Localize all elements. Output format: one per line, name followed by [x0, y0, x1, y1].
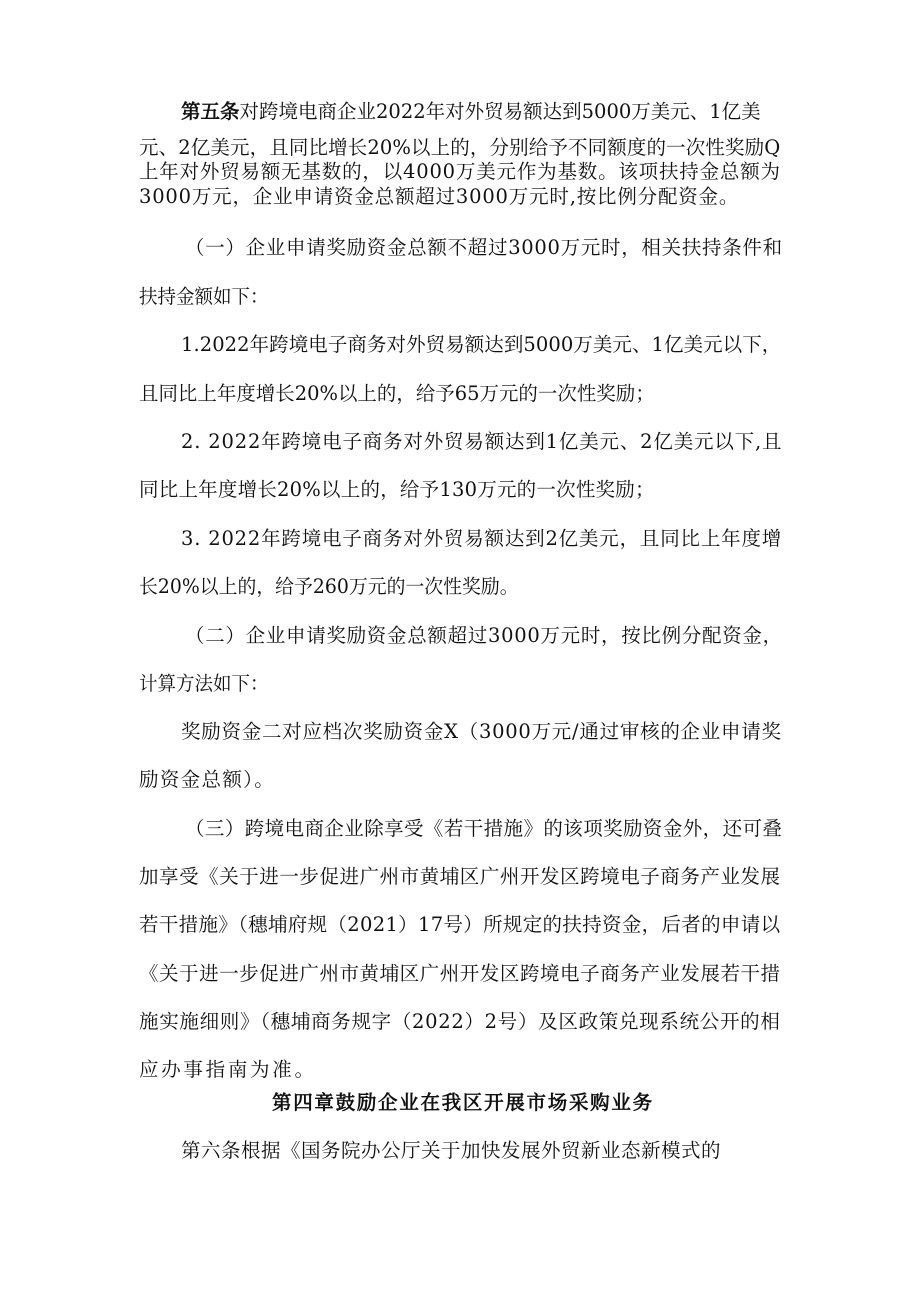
item1-line1: 1.2022年跨境电子商务对外贸易额达到5000万美元、1亿美元以下，: [181, 333, 782, 356]
article5-line3: 上年对外贸易额无基数的，以4000万美元作为基数。该项扶持金总额为: [139, 160, 781, 183]
formula-line1: 奖励资金二对应档次奖励资金X（3000万元/通过审核的企业申请奖: [181, 720, 782, 743]
item3-line1: 3. 2022年跨境电子商务对外贸易额达到2亿美元，且同比上年度增: [181, 527, 783, 550]
formula-line2: 励资金总额）。: [139, 768, 276, 791]
article5-line1: 第五条对跨境电商企业2022年对外贸易额达到5000万美元、1亿美: [181, 100, 761, 123]
part3-line3: 若干措施》（穗埔府规（2021）17号）所规定的扶持资金，后者的申请以: [139, 913, 781, 936]
part2-line2: 计算方法如下：: [139, 672, 269, 695]
article6-line1: 第六条根据《国务院办公厅关于加快发展外贸新业态新模式的: [181, 1139, 722, 1162]
part3-line2: 加享受《关于进一步促进广州市黄埔区广州开发区跨境电子商务产业发展: [139, 865, 781, 888]
item2-line2: 同比上年度增长20%以上的，给予130万元的一次性奖励；: [139, 478, 655, 501]
part2-line1: （二）企业申请奖励资金总额超过3000万元时，按比例分配资金，: [185, 624, 783, 647]
part3-line6: 应办事指南为准。: [139, 1058, 317, 1081]
item2-line1: 2. 2022年跨境电子商务对外贸易额达到1亿美元、2亿美元以下,且: [181, 430, 783, 453]
article5-title: 第五条: [181, 100, 240, 123]
article5-line4: 3000万元，企业申请资金总额超过3000万元时,按比例分配资金。: [139, 185, 740, 208]
part1-line2: 扶持金额如下：: [139, 285, 269, 308]
chapter-heading: 第四章鼓励企业在我区开展市场采购业务: [272, 1091, 654, 1114]
article5-line2: 元、2亿美元，且同比增长20%以上的，分别给予不同额度的一次性奖励Q: [139, 136, 781, 159]
part3-line5: 施实施细则》（穗埔商务规字（2022）2号）及区政策兑现系统公开的相: [139, 1010, 781, 1033]
part3-line1: （三）跨境电商企业除享受《若干措施》的该项奖励资金外，还可叠: [185, 817, 783, 840]
item1-line2: 且同比上年度增长20%以上的，给予65万元的一次性奖励；: [139, 382, 655, 405]
part3-line4: 《关于进一步促进广州市黄埔区广州开发区跨境电子商务产业发展若干措: [139, 962, 781, 985]
part1-line1: （一）企业申请奖励资金总额不超过3000万元时，相关扶持条件和: [185, 236, 783, 259]
item3-line2: 长20%以上的，给予260万元的一次性奖励。: [139, 575, 519, 598]
